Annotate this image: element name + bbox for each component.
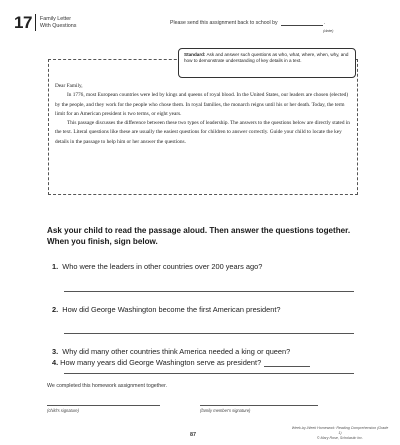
send-back-instruction: Please send this assignment back to school by . <box>170 20 326 26</box>
family-signature-line[interactable] <box>200 405 318 406</box>
credit-line-2: © Mary Rose, Scholastic Inc. <box>316 435 364 440</box>
child-signature-line[interactable] <box>47 405 160 406</box>
header-line-2: With Questions <box>39 22 77 29</box>
date-blank[interactable] <box>281 21 323 26</box>
question-4 <box>52 358 310 367</box>
letter-paragraph-2: This passage discusses the difference between these two types of leadership. The answers to the questions below are directly stated in the text. Literal questions like these are usually the easiest questions for children to answer correctly. Guide your child to locate the key details in the passage to help him or her answer the questions. <box>55 120 350 145</box>
send-back-text: Please send this assignment back to school by <box>170 20 278 26</box>
worksheet-number: 17 <box>14 13 32 32</box>
publisher-credit <box>290 426 390 440</box>
instructions-heading: Ask your child to read the passage aloud. Then answer the questions together. When you finish, sign below. <box>47 226 351 247</box>
standard-box <box>178 48 356 78</box>
question-1 <box>52 262 262 271</box>
standard-text: Ask and answer such questions as who, what, where, when, why, and how to demonstrate understanding of key details in a text. <box>184 52 349 63</box>
question-number: 4. <box>52 358 59 367</box>
letter-salutation: Dear Family, <box>55 83 83 89</box>
answer-line-1[interactable] <box>64 291 354 292</box>
family-signature-label: (family member's signature) <box>200 408 251 413</box>
family-letter <box>55 82 350 147</box>
date-label: (date) <box>323 28 334 33</box>
question-2 <box>52 305 281 314</box>
question-3 <box>52 347 290 356</box>
credit-line-1: Week-by-Week Homework: Reading Comprehension (Grade 1) <box>291 426 389 435</box>
question-number: 3. <box>52 347 59 356</box>
question-text: How did George Washington become the first American president? <box>62 305 281 314</box>
letter-paragraph-1: In 1776, most European countries were led by kings and queens of royal blood. In the United States, our leaders are chosen (elected) by the people, and they work for the people who chose them. In royal families, the monarch reigns until his or her death. Today, the term limit for an American president is two terms, or eight years. <box>55 92 349 117</box>
answer-line-4[interactable] <box>264 361 310 367</box>
header-divider <box>35 14 36 31</box>
header-line-1: Family Letter <box>39 16 72 22</box>
worksheet-header <box>14 14 76 31</box>
question-number: 1. <box>52 262 59 271</box>
answer-line-3[interactable] <box>64 373 354 374</box>
completion-statement: We completed this homework assignment together. <box>47 383 168 389</box>
standard-label: Standard: <box>184 52 206 57</box>
worksheet-type <box>40 14 77 29</box>
question-text: Who were the leaders in other countries over 200 years ago? <box>62 262 263 271</box>
page-number: 87 <box>190 432 196 438</box>
question-number: 2. <box>52 305 59 314</box>
question-text: Why did many other countries think America needed a king or queen? <box>62 347 291 356</box>
answer-line-2[interactable] <box>64 333 354 334</box>
child-signature-label: (child's signature) <box>47 408 79 413</box>
question-text: How many years did George Washington serve as president? <box>60 358 262 367</box>
